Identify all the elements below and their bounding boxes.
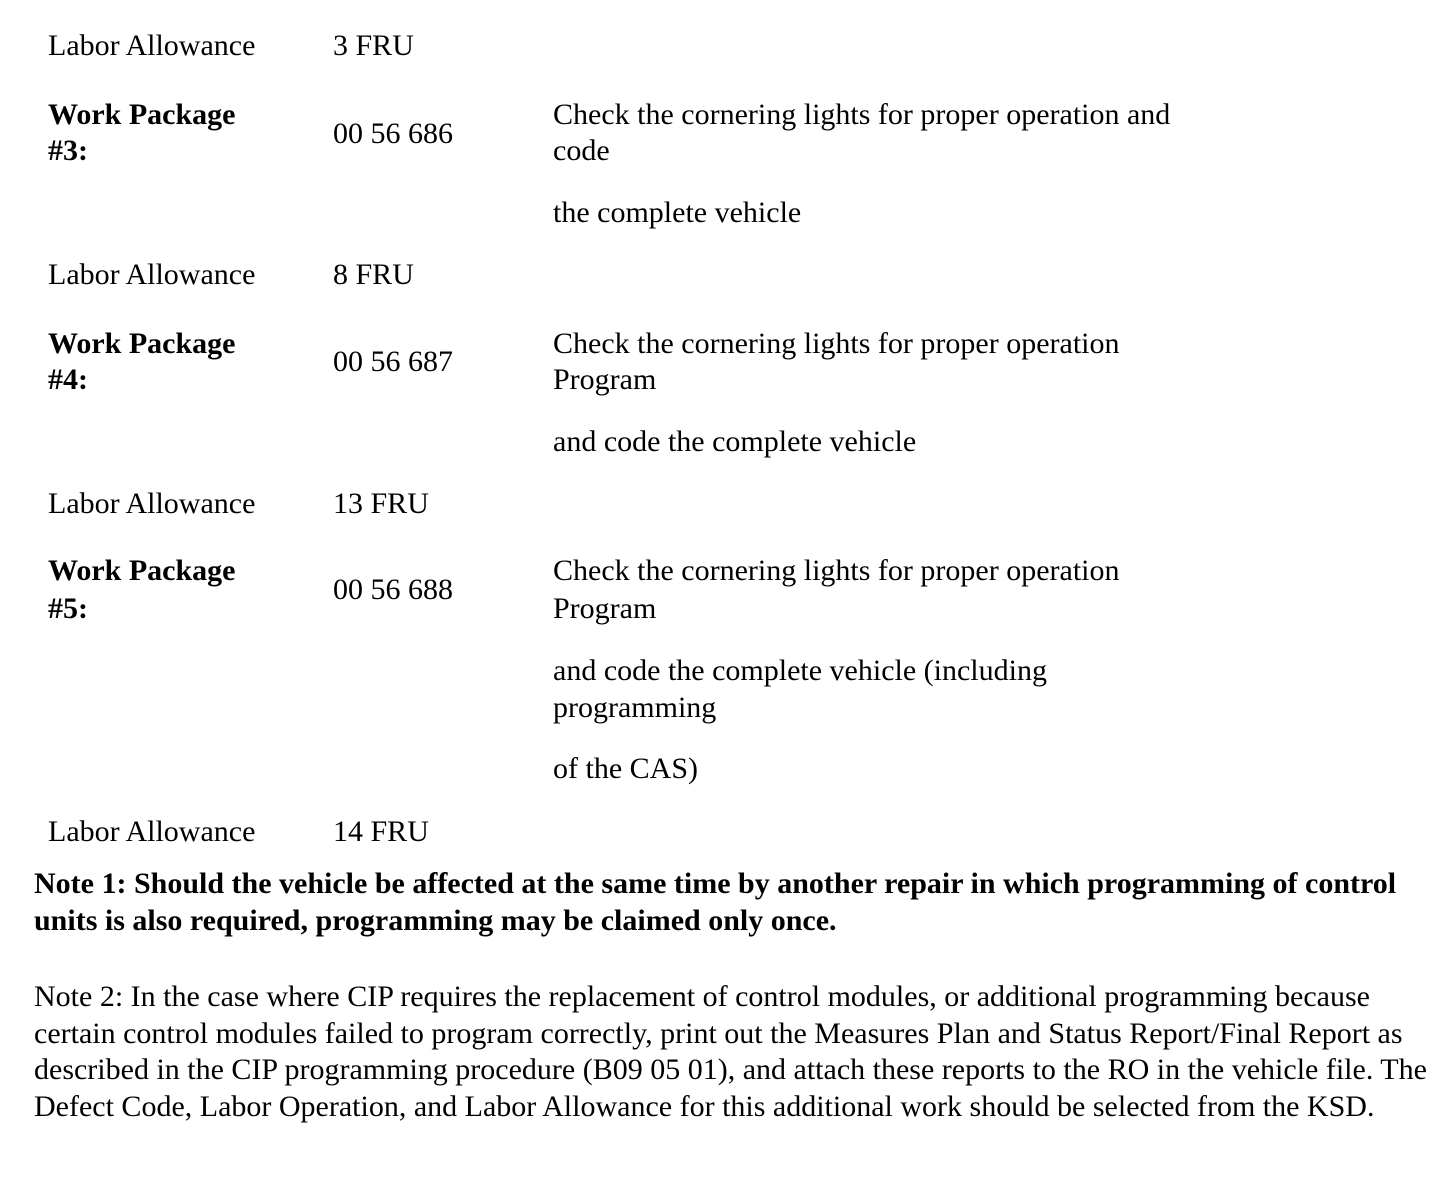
labor-allowance-label: Labor Allowance: [48, 815, 256, 848]
work-package-description: Program: [553, 592, 657, 625]
work-package-label: Work Package: [48, 327, 236, 360]
work-package-label: Work Package: [48, 98, 236, 131]
work-package-description: Check the cornering lights for proper operation and: [553, 98, 1171, 131]
work-package-description: and code the complete vehicle: [553, 425, 917, 458]
work-package-description: of the CAS): [553, 752, 698, 785]
work-package-number: #3:: [48, 134, 88, 167]
work-package-description: programming: [553, 691, 717, 724]
labor-allowance-value: 13 FRU: [333, 487, 429, 520]
work-package-number: #5:: [48, 592, 88, 625]
work-package-code: 00 56 688: [333, 573, 453, 606]
work-package-description: Check the cornering lights for proper operation: [553, 327, 1120, 360]
work-package-description: Check the cornering lights for proper operation: [553, 554, 1120, 587]
labor-allowance-label: Labor Allowance: [48, 258, 256, 291]
labor-allowance-label: Labor Allowance: [48, 487, 256, 520]
note-2: Note 2: In the case where CIP requires the replacement of control modules, or additional programming because certain control modules failed to program correctly, print out the Measures Plan and Status Report/Final Report as described in the CIP programming procedure (B09 05 01), and attach these reports to the RO in the vehicle file. The Defect Code, Labor Operation, and Labor Allowance for this additional work should be selected from the KSD.: [34, 980, 1427, 1123]
note-1: Note 1: Should the vehicle be affected at the same time by another repair in which programming of control units is also required, programming may be claimed only once.: [34, 867, 1397, 937]
work-package-number: #4:: [48, 363, 88, 396]
work-package-label: Work Package: [48, 554, 236, 587]
work-package-description: the complete vehicle: [553, 196, 802, 229]
work-package-code: 00 56 686: [333, 117, 453, 150]
labor-allowance-value: 8 FRU: [333, 258, 414, 291]
work-package-description: code: [553, 134, 610, 167]
labor-allowance-value: 14 FRU: [333, 815, 429, 848]
work-package-code: 00 56 687: [333, 345, 453, 378]
work-package-description: and code the complete vehicle (including: [553, 654, 1047, 687]
labor-allowance-value: 3 FRU: [333, 29, 414, 62]
labor-allowance-label: Labor Allowance: [48, 29, 256, 62]
work-package-description: Program: [553, 363, 657, 396]
